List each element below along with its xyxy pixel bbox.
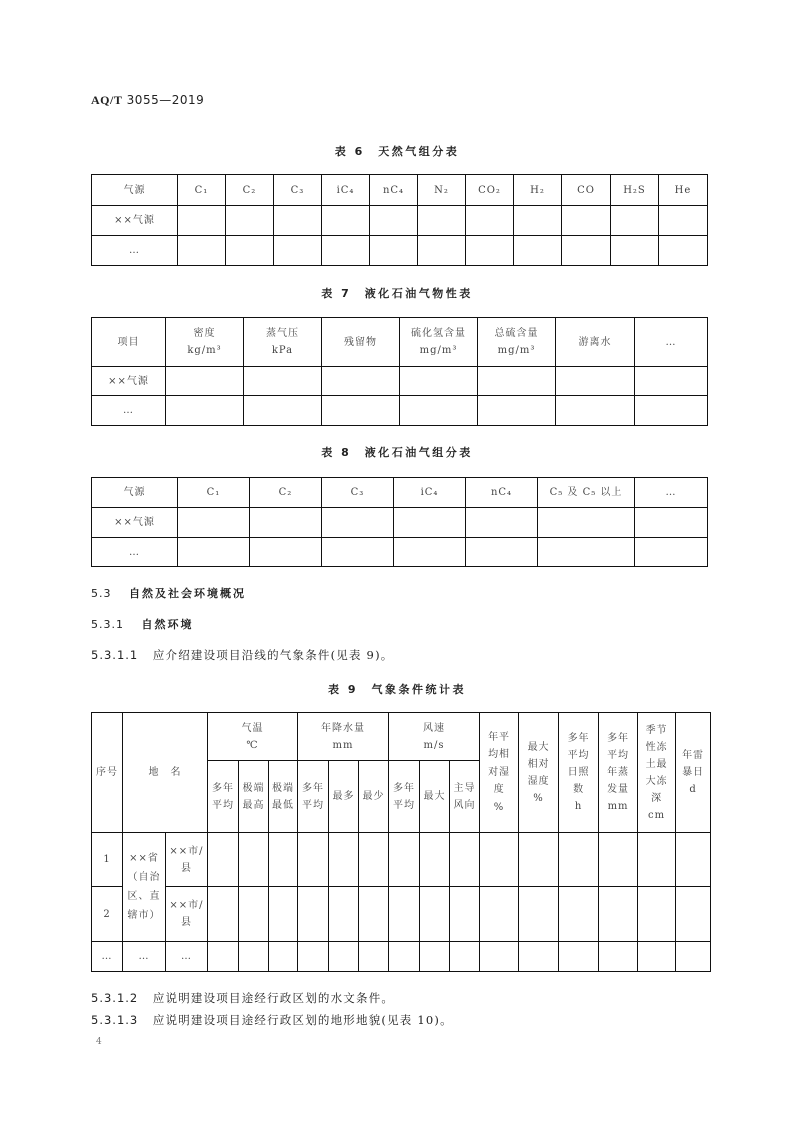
- wind-group-header: [389, 713, 480, 761]
- table7-header: [244, 318, 322, 367]
- table-cell: [635, 508, 708, 538]
- table9-caption: 表 9 气象条件统计表: [328, 683, 466, 696]
- col-unit: %: [533, 792, 544, 804]
- header-unit: mg/m³: [419, 345, 458, 356]
- city-cell: [166, 887, 208, 942]
- group-unit: mm: [332, 739, 354, 751]
- table-cell: [599, 833, 638, 887]
- table-cell: [322, 367, 400, 396]
- col-name: 多年平均日照数: [567, 733, 590, 795]
- table-cell: [250, 538, 322, 567]
- header-unit: kPa: [271, 345, 294, 356]
- table-cell: [418, 236, 466, 266]
- table9-header-row-1: [92, 713, 711, 761]
- header-name: 蒸气压: [266, 328, 299, 339]
- col-unit: d: [689, 784, 697, 795]
- table-cell: [638, 833, 676, 887]
- table6-header: nC₄: [370, 175, 418, 206]
- table8-header: C₂: [250, 478, 322, 508]
- group-unit: ℃: [246, 739, 259, 751]
- group-name: 年降水量: [321, 722, 366, 734]
- table-cell: [635, 396, 708, 426]
- table6-header-row: [92, 175, 708, 206]
- table-cell: [466, 538, 538, 567]
- table-cell: [478, 367, 556, 396]
- table-cell: [538, 538, 635, 567]
- clause-5-3-1-3: [91, 1012, 453, 1028]
- evaporation-header: [599, 713, 638, 833]
- row-label: …: [92, 538, 178, 567]
- table6-header: C₂: [226, 175, 274, 206]
- table7-caption: 表 7 液化石油气物性表: [321, 287, 473, 300]
- table-cell: [559, 833, 599, 887]
- table6-header: CO: [562, 175, 611, 206]
- table-cell: [556, 396, 635, 426]
- section-title: 自然环境: [141, 618, 194, 631]
- table6-header: 气源: [92, 175, 178, 206]
- table7-header: [92, 318, 166, 367]
- table8-header: 气源: [92, 478, 178, 508]
- table-cell: [389, 942, 420, 972]
- table-cell: [269, 887, 298, 942]
- section-5-3-1-heading: [91, 616, 194, 632]
- table-cell: [480, 942, 519, 972]
- table-cell: [226, 236, 274, 266]
- sub-header-text: 多年平均: [393, 782, 416, 811]
- table-row: [92, 206, 708, 236]
- table-cell: [226, 206, 274, 236]
- table-cell: [638, 942, 676, 972]
- header-unit: mg/m³: [497, 345, 536, 356]
- col-name: 年雷暴日: [682, 750, 705, 778]
- header-name: …: [665, 336, 677, 348]
- header-name: 总硫含量: [494, 328, 539, 339]
- row-label: ××气源: [92, 206, 178, 236]
- table-cell: [676, 887, 711, 942]
- seq-cell: 1: [92, 833, 123, 887]
- table-cell: [389, 833, 420, 887]
- row-label: ××气源: [92, 508, 178, 538]
- table-cell: [562, 236, 611, 266]
- table-row: [92, 236, 708, 266]
- table-cell: [359, 942, 389, 972]
- col-name: 季节性冻土最大冻深: [645, 724, 668, 804]
- table-cell: [298, 833, 329, 887]
- table6-header: C₁: [178, 175, 226, 206]
- section-5-3-heading: [91, 585, 246, 601]
- table8-header: C₁: [178, 478, 250, 508]
- table-cell: [611, 206, 659, 236]
- table8-caption: 表 8 液化石油气组分表: [321, 446, 473, 459]
- page-number: 4: [96, 1037, 102, 1047]
- sub-header-text: 多年平均: [302, 782, 325, 811]
- table-row: [92, 887, 711, 942]
- table-cell: [420, 887, 450, 942]
- col-name: 多年平均年蒸发量: [607, 733, 630, 795]
- table-cell: [559, 942, 599, 972]
- table-cell: [450, 833, 480, 887]
- table-row: [92, 942, 711, 972]
- section-number: 5.3: [91, 587, 112, 600]
- section-number: 5.3.1: [91, 618, 124, 631]
- col-unit: mm: [607, 801, 629, 812]
- table-cell: [519, 942, 559, 972]
- clause-5-3-1-1: [91, 647, 393, 663]
- table-cell: [298, 942, 329, 972]
- table-cell: [359, 887, 389, 942]
- table6-header: iC₄: [322, 175, 370, 206]
- table-row: [92, 508, 708, 538]
- table-cell: [274, 236, 322, 266]
- city-cell: [166, 833, 208, 887]
- table-cell: [562, 206, 611, 236]
- row-label: …: [92, 396, 166, 426]
- clause-text: 应说明建设项目途经行政区划的水文条件。: [152, 991, 395, 1005]
- table-cell: [322, 206, 370, 236]
- table6-caption: 表 6 天然气组分表: [334, 145, 460, 158]
- table-cell: [244, 396, 322, 426]
- clause-number: 5.3.1.1: [91, 648, 139, 662]
- seq-header: 序号: [92, 713, 123, 833]
- table-cell: [480, 887, 519, 942]
- table-cell: [250, 508, 322, 538]
- sub-header: [269, 761, 298, 833]
- table-cell: [370, 236, 418, 266]
- table-cell: [599, 942, 638, 972]
- table8: [91, 477, 708, 567]
- sub-header: [208, 761, 239, 833]
- table-cell: [322, 396, 400, 426]
- sub-header: [329, 761, 359, 833]
- frost-depth-header: [638, 713, 676, 833]
- temperature-group-header: [208, 713, 298, 761]
- table-cell: [394, 508, 466, 538]
- table-cell: [659, 236, 708, 266]
- header-name: 密度: [193, 328, 216, 339]
- table8-header: nC₄: [466, 478, 538, 508]
- table7-header: [400, 318, 478, 367]
- city-text: ××市/县: [169, 900, 204, 928]
- table-cell: [676, 942, 711, 972]
- table-cell: [514, 236, 562, 266]
- sub-header: [239, 761, 269, 833]
- table-cell: [559, 887, 599, 942]
- group-name: 气温: [241, 722, 264, 734]
- table-cell: [659, 206, 708, 236]
- table-cell: [466, 206, 514, 236]
- clause-number: 5.3.1.2: [91, 991, 139, 1005]
- table-cell: [635, 538, 708, 567]
- table-cell: [239, 942, 269, 972]
- sunshine-header: [559, 713, 599, 833]
- table-cell: [420, 942, 450, 972]
- table-cell: [519, 833, 559, 887]
- table-cell: [370, 206, 418, 236]
- header-name: 残留物: [344, 336, 377, 348]
- seq-cell: …: [92, 942, 123, 972]
- table7-header: [635, 318, 708, 367]
- table-cell: [322, 508, 394, 538]
- province-cell: …: [123, 942, 166, 972]
- table7-header: [478, 318, 556, 367]
- table6-header: H₂S: [611, 175, 659, 206]
- header-unit: kg/m³: [187, 345, 222, 356]
- col-name: 最大相对湿度: [527, 741, 550, 787]
- table-cell: [269, 942, 298, 972]
- table-cell: [166, 396, 244, 426]
- table-cell: [322, 236, 370, 266]
- table-cell: [178, 538, 250, 567]
- clause-number: 5.3.1.3: [91, 1013, 139, 1027]
- table7-header: [322, 318, 400, 367]
- row-label: …: [92, 236, 178, 266]
- sub-header-text: 极端最低: [272, 782, 295, 811]
- table-cell: [329, 942, 359, 972]
- table-cell: [274, 206, 322, 236]
- sub-header: [359, 761, 389, 833]
- standard-code: [91, 93, 204, 108]
- table-row: [92, 538, 708, 567]
- group-unit: m/s: [423, 739, 445, 751]
- province-cell: [123, 833, 166, 942]
- clause-text: 应说明建设项目途经行政区划的地形地貌(见表 10)。: [152, 1013, 453, 1027]
- table8-header: C₃: [322, 478, 394, 508]
- table-cell: [611, 236, 659, 266]
- header-name: 游离水: [578, 336, 612, 348]
- sub-header: [420, 761, 450, 833]
- table-cell: [418, 206, 466, 236]
- table6-header: He: [659, 175, 708, 206]
- sub-header: [389, 761, 420, 833]
- table-cell: [298, 887, 329, 942]
- table-cell: [239, 833, 269, 887]
- table-cell: [556, 367, 635, 396]
- table-cell: [420, 833, 450, 887]
- table7: [91, 317, 708, 426]
- table-cell: [450, 942, 480, 972]
- table-cell: [244, 367, 322, 396]
- table-cell: [466, 508, 538, 538]
- table7-header: [166, 318, 244, 367]
- table6-header: C₃: [274, 175, 322, 206]
- table-cell: [389, 887, 420, 942]
- table-cell: [676, 833, 711, 887]
- table-cell: [208, 942, 239, 972]
- section-title: 自然及社会环境概况: [129, 587, 246, 600]
- col-name: 年平均相对湿度: [488, 731, 511, 796]
- table-cell: [178, 206, 226, 236]
- table8-header-row: [92, 478, 708, 508]
- table-cell: [638, 887, 676, 942]
- max-humidity-header: [519, 713, 559, 833]
- table-cell: [208, 833, 239, 887]
- table-cell: [269, 833, 298, 887]
- table7-header-row: [92, 318, 708, 367]
- sub-header-text: 最多: [332, 791, 355, 802]
- table-cell: [519, 887, 559, 942]
- table-row: [92, 396, 708, 426]
- table-cell: [208, 887, 239, 942]
- table8-header: …: [635, 478, 708, 508]
- table-cell: [322, 538, 394, 567]
- table8-header: C₅ 及 C₅ 以上: [538, 478, 635, 508]
- sub-header-text: 最大: [423, 791, 446, 802]
- row-label: ××气源: [92, 367, 166, 396]
- header-name: 项目: [117, 336, 140, 348]
- table9: [91, 712, 711, 972]
- table7-header: [556, 318, 635, 367]
- table-cell: [480, 833, 519, 887]
- table-cell: [178, 508, 250, 538]
- table-cell: [538, 508, 635, 538]
- table-row: [92, 833, 711, 887]
- table6-header: N₂: [418, 175, 466, 206]
- seq-cell: 2: [92, 887, 123, 942]
- sub-header-text: 最少: [362, 791, 385, 802]
- thunderstorm-days-header: [676, 713, 711, 833]
- table-cell: [359, 833, 389, 887]
- precipitation-group-header: [298, 713, 389, 761]
- table-cell: [450, 887, 480, 942]
- table6: [91, 174, 708, 266]
- table-cell: [394, 538, 466, 567]
- table-cell: [400, 367, 478, 396]
- table-cell: [514, 206, 562, 236]
- table-cell: [635, 367, 708, 396]
- avg-humidity-header: [480, 713, 519, 833]
- sub-header: [450, 761, 480, 833]
- table8-header: iC₄: [394, 478, 466, 508]
- table-cell: [599, 887, 638, 942]
- sub-header-text: 多年平均: [212, 782, 234, 811]
- table-cell: [329, 887, 359, 942]
- col-unit: %: [493, 801, 505, 813]
- table6-header: CO₂: [466, 175, 514, 206]
- table-cell: [329, 833, 359, 887]
- place-header: 地 名: [123, 713, 208, 833]
- table-cell: [178, 236, 226, 266]
- clause-5-3-1-2: [91, 990, 394, 1006]
- table-cell: [400, 396, 478, 426]
- city-cell: …: [166, 942, 208, 972]
- table6-header: H₂: [514, 175, 562, 206]
- sub-header: [298, 761, 329, 833]
- sub-header-text: 极端最高: [242, 782, 265, 811]
- table-row: [92, 367, 708, 396]
- col-unit: cm: [648, 809, 666, 821]
- group-name: 风速: [423, 722, 446, 734]
- table-cell: [166, 367, 244, 396]
- clause-text: 应介绍建设项目沿线的气象条件(见表 9)。: [152, 648, 394, 662]
- standard-code-number: 3055—2019: [126, 93, 205, 107]
- col-unit: h: [574, 801, 583, 812]
- standard-code-prefix: AQ/T: [91, 93, 123, 107]
- province-text: ××省（自治区、直辖市）: [127, 853, 161, 921]
- table-cell: [478, 396, 556, 426]
- city-text: ××市/县: [169, 845, 204, 874]
- header-name: 硫化氢含量: [411, 328, 466, 339]
- table-cell: [239, 887, 269, 942]
- sub-header-text: 主导风向: [453, 782, 476, 811]
- table-cell: [466, 236, 514, 266]
